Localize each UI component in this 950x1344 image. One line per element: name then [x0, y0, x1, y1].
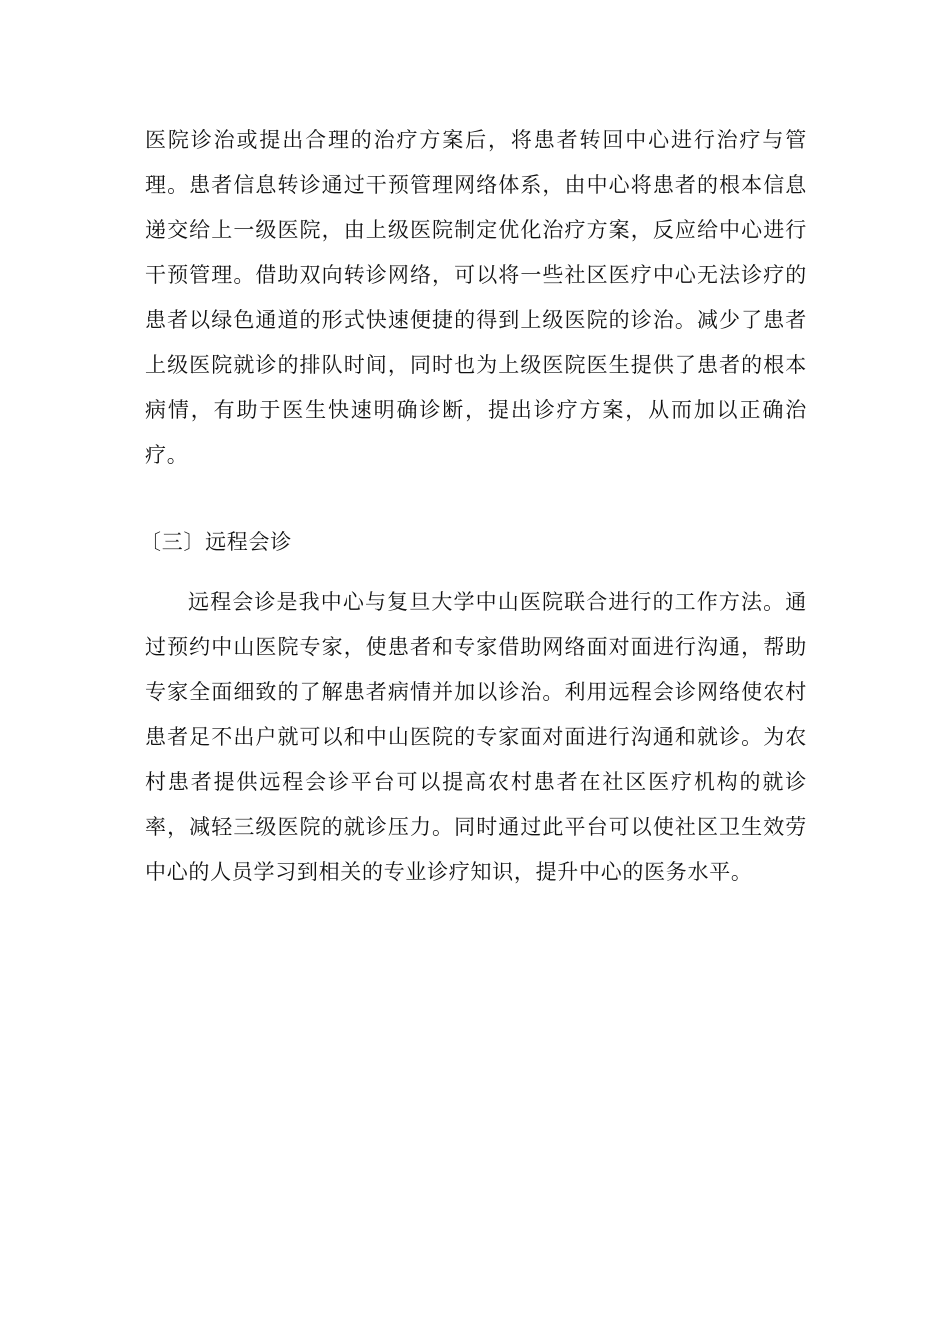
body-paragraph-2: 远程会诊是我中心与复旦大学中山医院联合进行的工作方法。通过预约中山医院专家，使患者和专家借助网络面对面进行沟通，帮助专家全面细致的了解患者病情并加以诊治。利用远程会诊网络使农村患者足不出户就可以和中山医院的专家面对面进行沟通和就诊。为农村患者提供远程会诊平台可以提高农村患者在社区医疗机构的就诊率，减轻三级医院的就诊压力。同时通过此平台可以使社区卫生效劳中心的人员学习到相关的专业诊疗知识，提升中心的医务水平。: [145, 590, 807, 884]
section-heading: 〔三〕远程会诊: [140, 530, 292, 554]
body-paragraph-1: 医院诊治或提出合理的治疗方案后，将患者转回中心进行治疗与管理。患者信息转诊通过干预管理网络体系，由中心将患者的根本信息递交给上一级医院，由上级医院制定优化治疗方案，反应给中心进行干预管理。借助双向转诊网络，可以将一些社区医疗中心无法诊疗的患者以绿色通道的形式快速便捷的得到上级医院的诊治。减少了患者上级医院就诊的排队时间，同时也为上级医院医生提供了患者的根本病情，有助于医生快速明确诊断，提出诊疗方案，从而加以正确治疗。: [145, 128, 807, 467]
